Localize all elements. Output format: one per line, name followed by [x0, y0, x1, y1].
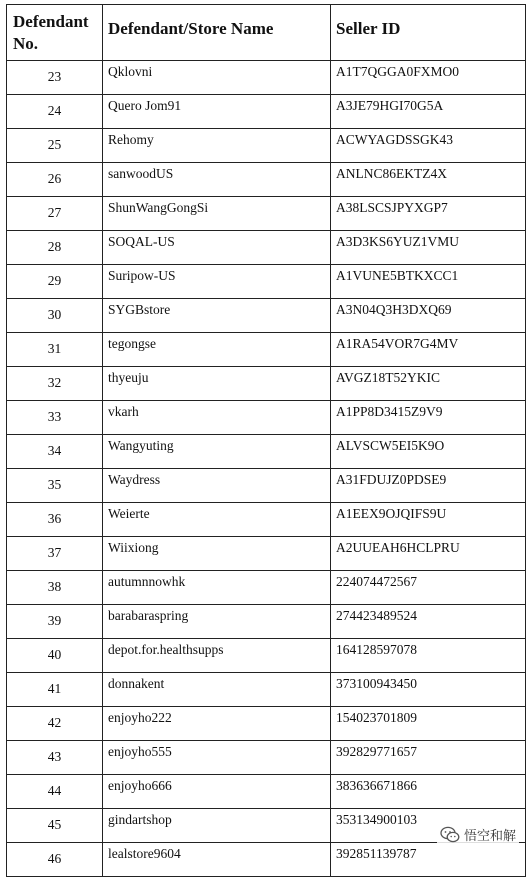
seller-id-cell: A1PP8D3415Z9V9	[331, 401, 526, 435]
defendant-no-cell: 41	[7, 673, 103, 707]
seller-id-cell: ACWYAGDSSGK43	[331, 129, 526, 163]
seller-id-cell: 274423489524	[331, 605, 526, 639]
table-row	[7, 537, 526, 571]
table-row	[7, 435, 526, 469]
store-name-cell: enjoyho666	[103, 775, 331, 809]
defendant-no-cell: 34	[7, 435, 103, 469]
store-name-cell: Qklovni	[103, 61, 331, 95]
store-name-cell: Suripow-US	[103, 265, 331, 299]
seller-id-cell: ALVSCW5EI5K9O	[331, 435, 526, 469]
store-name-cell: gindartshop	[103, 809, 331, 843]
seller-id-cell: A3D3KS6YUZ1VMU	[331, 231, 526, 265]
defendant-no-cell: 31	[7, 333, 103, 367]
table-row	[7, 469, 526, 503]
table-row	[7, 95, 526, 129]
store-name-cell: SOQAL-US	[103, 231, 331, 265]
defendant-no-cell: 38	[7, 571, 103, 605]
store-name-cell: Rehomy	[103, 129, 331, 163]
seller-id-cell: A1VUNE5BTKXCC1	[331, 265, 526, 299]
table-row	[7, 197, 526, 231]
defendant-table	[6, 4, 526, 877]
store-name-cell: Quero Jom91	[103, 95, 331, 129]
table-row	[7, 163, 526, 197]
store-name-cell: ShunWangGongSi	[103, 197, 331, 231]
defendant-no-cell: 39	[7, 605, 103, 639]
defendant-no-cell: 25	[7, 129, 103, 163]
table-row	[7, 503, 526, 537]
table-row	[7, 231, 526, 265]
seller-id-cell: A31FDUJZ0PDSE9	[331, 469, 526, 503]
store-name-cell: lealstore9604	[103, 843, 331, 877]
table-row	[7, 775, 526, 809]
defendant-no-cell: 37	[7, 537, 103, 571]
store-name-cell: SYGBstore	[103, 299, 331, 333]
table-row	[7, 129, 526, 163]
defendant-no-cell: 46	[7, 843, 103, 877]
seller-id-cell: 392851139787	[331, 843, 526, 877]
table-row	[7, 639, 526, 673]
seller-id-cell: A1T7QGGA0FXMO0	[331, 61, 526, 95]
store-name-cell: barabaraspring	[103, 605, 331, 639]
store-name-cell: thyeuju	[103, 367, 331, 401]
seller-id-cell: A1EEX9OJQIFS9U	[331, 503, 526, 537]
header-defendant-no	[7, 5, 103, 61]
store-name-cell: tegongse	[103, 333, 331, 367]
table-row	[7, 741, 526, 775]
header-seller-id: Seller ID	[331, 5, 526, 61]
seller-id-cell: 154023701809	[331, 707, 526, 741]
defendant-no-cell: 27	[7, 197, 103, 231]
defendant-no-cell: 35	[7, 469, 103, 503]
header-no-line2: No.	[13, 33, 39, 53]
seller-id-cell: AVGZ18T52YKIC	[331, 367, 526, 401]
seller-id-cell: 224074472567	[331, 571, 526, 605]
defendant-no-cell: 45	[7, 809, 103, 843]
defendant-no-cell: 42	[7, 707, 103, 741]
defendant-no-cell: 40	[7, 639, 103, 673]
seller-id-cell: A3JE79HGI70G5A	[331, 95, 526, 129]
defendant-no-cell: 30	[7, 299, 103, 333]
table-row	[7, 401, 526, 435]
table-row	[7, 707, 526, 741]
table-row	[7, 673, 526, 707]
wechat-icon	[440, 826, 460, 844]
store-name-cell: Weierte	[103, 503, 331, 537]
seller-id-cell: A38LSCSJPYXGP7	[331, 197, 526, 231]
header-store-name: Defendant/Store Name	[103, 5, 331, 61]
table-row	[7, 333, 526, 367]
table-row	[7, 61, 526, 95]
table-row	[7, 299, 526, 333]
watermark	[437, 824, 519, 845]
table-row	[7, 571, 526, 605]
defendant-no-cell: 23	[7, 61, 103, 95]
seller-id-cell: 164128597078	[331, 639, 526, 673]
seller-id-cell: A1RA54VOR7G4MV	[331, 333, 526, 367]
seller-id-cell: 383636671866	[331, 775, 526, 809]
seller-id-cell: 392829771657	[331, 741, 526, 775]
defendant-no-cell: 33	[7, 401, 103, 435]
watermark-text: 悟空和解	[463, 829, 516, 844]
store-name-cell: enjoyho555	[103, 741, 331, 775]
defendant-no-cell: 24	[7, 95, 103, 129]
seller-id-cell: ANLNC86EKTZ4X	[331, 163, 526, 197]
table-row	[7, 843, 526, 877]
table-row	[7, 605, 526, 639]
store-name-cell: enjoyho222	[103, 707, 331, 741]
seller-id-cell: A3N04Q3H3DXQ69	[331, 299, 526, 333]
store-name-cell: Wangyuting	[103, 435, 331, 469]
seller-id-cell: 373100943450	[331, 673, 526, 707]
seller-id-cell: A2UUEAH6HCLPRU	[331, 537, 526, 571]
store-name-cell: Waydress	[103, 469, 331, 503]
defendant-no-cell: 36	[7, 503, 103, 537]
table-row	[7, 367, 526, 401]
header-row	[7, 5, 526, 61]
store-name-cell: vkarh	[103, 401, 331, 435]
table-row	[7, 265, 526, 299]
seller-id-cell: 353134900103	[331, 809, 526, 843]
store-name-cell: Wiixiong	[103, 537, 331, 571]
store-name-cell: sanwoodUS	[103, 163, 331, 197]
store-name-cell: donnakent	[103, 673, 331, 707]
store-name-cell: depot.for.healthsupps	[103, 639, 331, 673]
defendant-no-cell: 28	[7, 231, 103, 265]
defendant-no-cell: 26	[7, 163, 103, 197]
defendant-no-cell: 44	[7, 775, 103, 809]
defendant-no-cell: 43	[7, 741, 103, 775]
defendant-no-cell: 29	[7, 265, 103, 299]
header-no-line1: Defendant	[13, 11, 89, 31]
store-name-cell: autumnnowhk	[103, 571, 331, 605]
defendant-no-cell: 32	[7, 367, 103, 401]
